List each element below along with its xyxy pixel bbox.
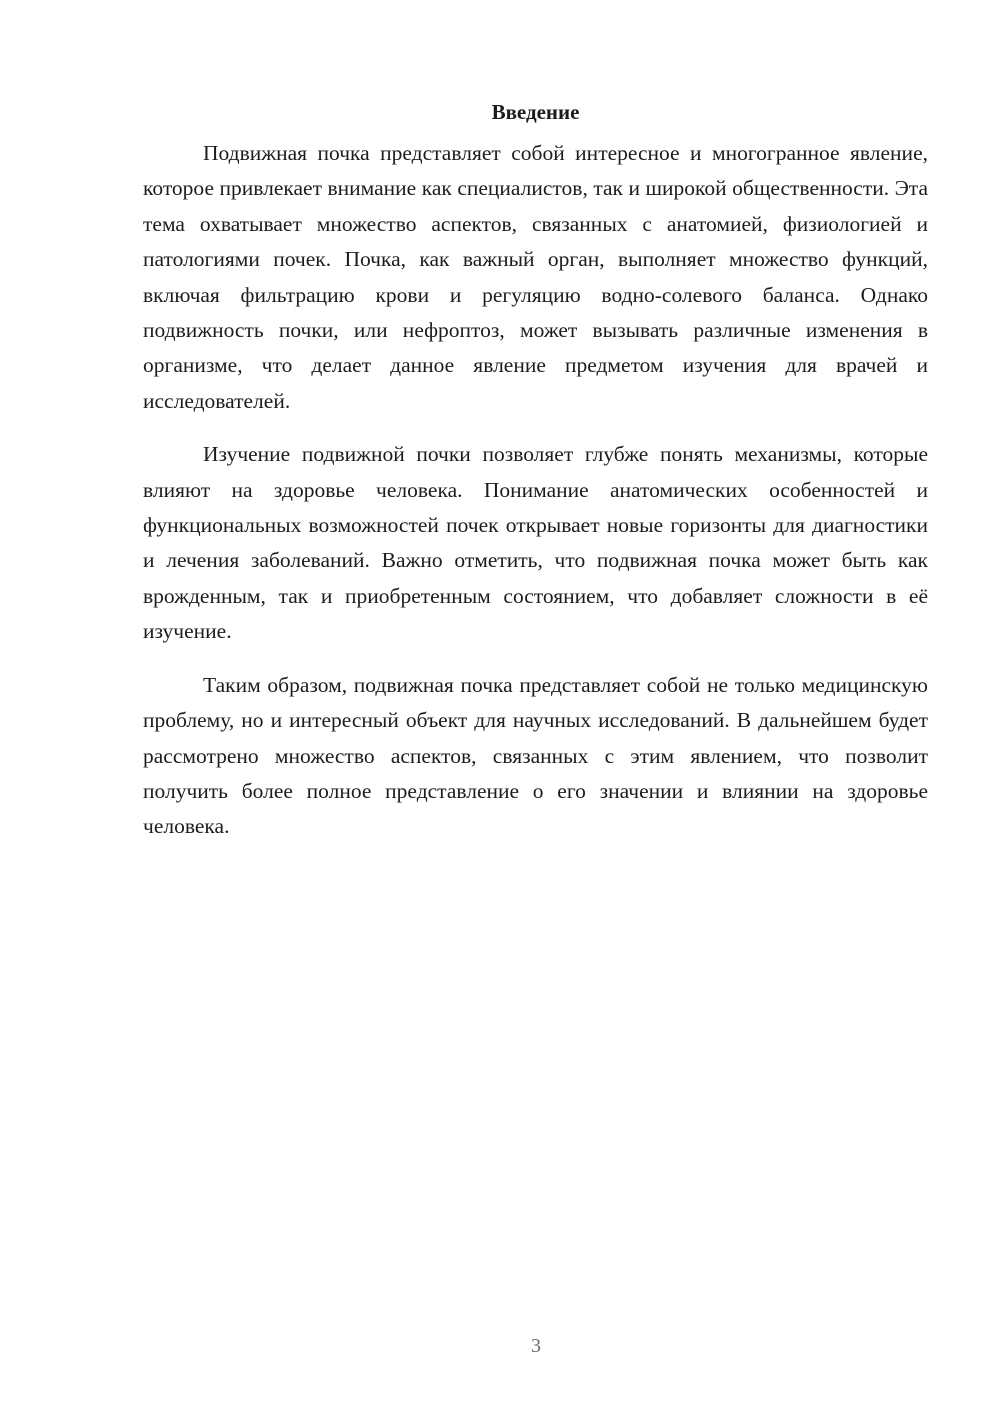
- paragraph-1: Подвижная почка представляет собой интересное и многогранное явление, которое привлекает внимание как специалистов, так и широкой общественности. Эта тема охватывает множество аспектов, связанных с анатомией, физиологией и патологиями почек. Почка, как важный орган, выполняет множество функций, включая фильтрацию крови и регуляцию водно-солевого баланса. Однако подвижность почки, или нефроптоз, может вызывать различные изменения в организме, что делает данное явление предметом изучения для врачей и исследователей.: [143, 141, 928, 413]
- paragraph-2: Изучение подвижной почки позволяет глубже понять механизмы, которые влияют на здоровье человека. Понимание анатомических особенностей и функциональных возможностей почек открывает новые горизонты для диагностики и лечения заболеваний. Важно отметить, что подвижная почка может быть как врожденным, так и приобретенным состоянием, что добавляет сложности в её изучение.: [143, 442, 928, 644]
- paragraph-3: Таким образом, подвижная почка представляет собой не только медицинскую проблему, но и интересный объект для научных исследований. В дальнейшем будет рассмотрено множество аспектов, связанных с этим явлением, что позволит получить более полное представление о его значении и влиянии на здоровье человека.: [143, 672, 928, 839]
- page-number: 3: [531, 1335, 541, 1357]
- section-title: Введение: [491, 100, 580, 124]
- page-content: [143, 96, 928, 845]
